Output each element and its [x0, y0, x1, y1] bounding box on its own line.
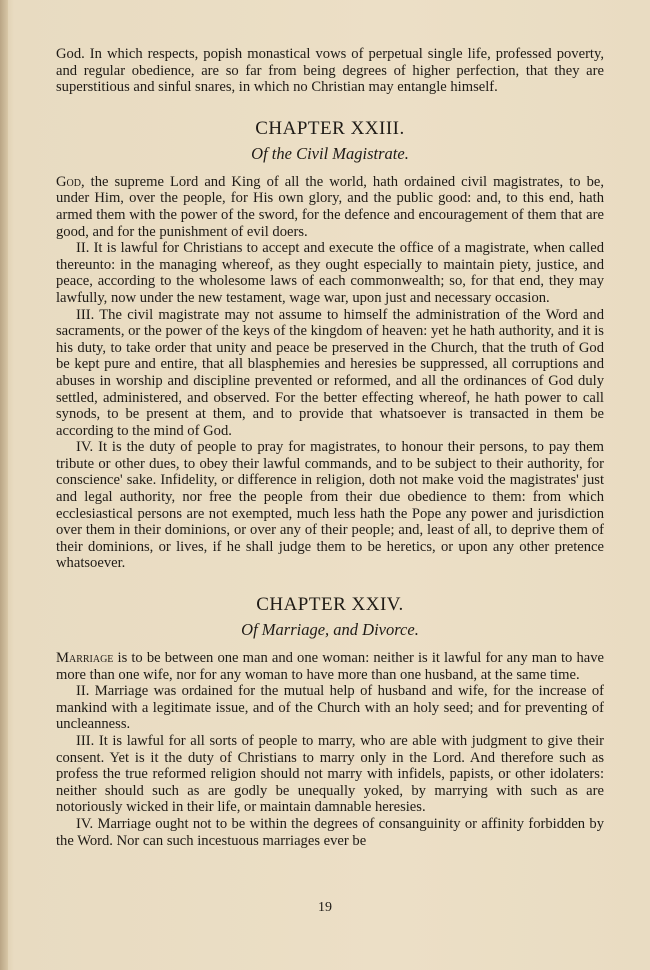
page-number: 19 [318, 900, 332, 915]
chapter-24-paragraph-2: II. Marriage was ordained for the mutual help of husband and wife, for the increase of mankind with a legitimate issue, and of the Church with an holy seed; and for preventing of uncleanness. [56, 683, 604, 733]
chapter-23-paragraph-1 [56, 174, 604, 240]
chapter-23-lead-word: God [56, 173, 81, 190]
chapter-24-lead-word: Marriage [56, 650, 114, 667]
chapter-23-heading: CHAPTER XXIII. [255, 117, 405, 139]
intro-paragraph: God. In which respects, popish monastical vows of perpetual single life, professed poverty, and regular obedience, are so far from being degrees of higher perfection, that they are superstitious and sinful snares, in which no Christian may entangle himself. [56, 46, 604, 96]
chapter-24-paragraph-4: IV. Marriage ought not to be within the degrees of consanguinity or affinity forbidden by the Word. Nor can such incestuous marriages ever be [56, 815, 604, 849]
chapter-24-paragraph-1 [56, 650, 604, 683]
chapter-23-paragraph-2: II. It is lawful for Christians to accept and execute the office of a magistrate, when called thereunto: in the managing whereof, as they ought especially to maintain piety, justice, and peace, according to the wholesome laws of each commonwealth; so, for that end, they may lawfully, now under the new testament, wage war, upon just and necessary occasion. [56, 240, 604, 306]
page-binding-edge [0, 0, 8, 970]
page-content [56, 46, 604, 849]
chapter-23-paragraph-4: IV. It is the duty of people to pray for magistrates, to honour their persons, to pay them tribute or other dues, to obey their lawful commands, and to be subject to their authority, for conscience' sake. Infidelity, or difference in religion, doth not make void the magistrates' just and legal authority, nor free the people from their due obedience to them: from which ecclesiastical persons are not exempted, much less hath the Pope any power and jurisdiction over them in their dominions, or over any of their people; and, least of all, to deprive them of their dominions, or lives, if he shall judge them to be heretics, or upon any other pretence whatsoever. [56, 439, 604, 572]
chapter-24-paragraph-1-text: is to be between one man and one woman: neither is it lawful for any man to have more than one wife, nor for any woman to have more than one husband, at the same time. [56, 650, 604, 683]
chapter-23-paragraph-1-text: , the supreme Lord and King of all the world, hath ordained civil magistrates, to be, under Him, over the people, for His own glory, and the public good: and, to this end, hath armed them with the power of the sword, for the defence and encouragement of them that are good, and for the punishment of evil doers. [56, 173, 604, 240]
chapter-24-subheading: Of Marriage, and Divorce. [241, 620, 419, 640]
chapter-24-heading: CHAPTER XXIV. [256, 594, 404, 616]
chapter-23-paragraph-3: III. The civil magistrate may not assume to himself the administration of the Word and sacraments, or the power of the keys of the kingdom of heaven: yet he hath authority, and it is his duty, to take order that unity and peace be preserved in the Church, that the truth of God be kept pure and entire, that all blasphemies and heresies be suppressed, all corruptions and abuses in worship and discipline prevented or reformed, and all the ordinances of God duly settled, administered, and observed. For the better effecting whereof, he hath power to call synods, to be present at them, and to provide that whatsoever is transacted in them be according to the mind of God. [56, 306, 604, 439]
chapter-24-paragraph-3: III. It is lawful for all sorts of people to marry, who are able with judgment to give their consent. Yet is it the duty of Christians to marry only in the Lord. And therefore such as profess the true reformed religion should not marry with infidels, papists, or other idolaters: neither should such as are godly be unequally yoked, by marrying with such as are notoriously wicked in their life, or maintain damnable heresies. [56, 733, 604, 816]
chapter-23-subheading: Of the Civil Magistrate. [251, 143, 409, 163]
